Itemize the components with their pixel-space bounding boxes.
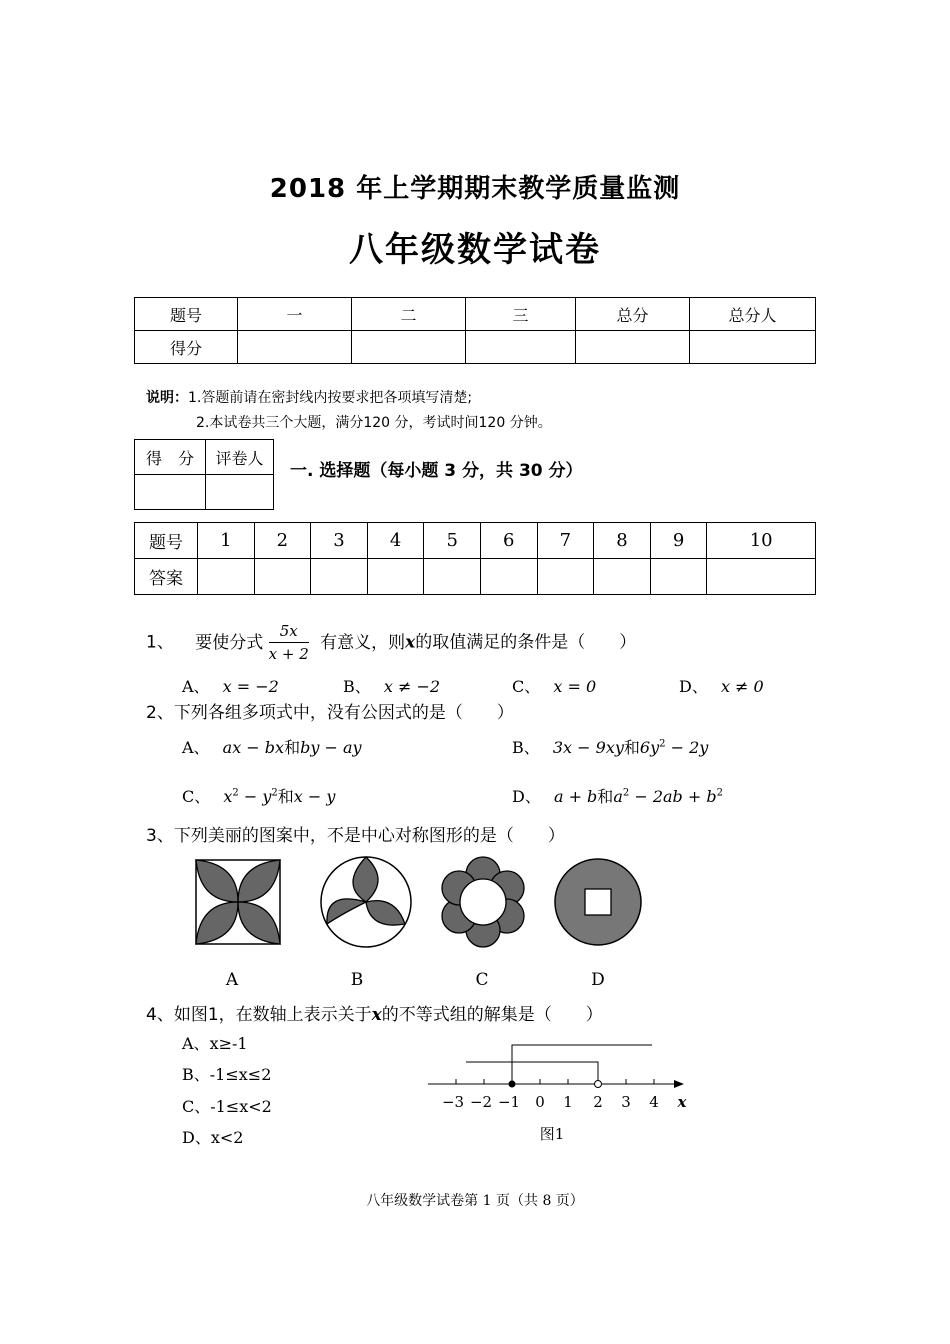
option-label: A、 (182, 677, 210, 696)
figure-label-b: B (350, 970, 364, 990)
figure-a-petal-square[interactable] (196, 860, 280, 944)
q2-option-d[interactable] (512, 784, 723, 807)
answer-blank[interactable] (254, 559, 311, 595)
fraction-denominator: x + 2 (268, 645, 309, 663)
grader-name-blank[interactable] (206, 475, 274, 510)
option-and: 和 (623, 738, 640, 757)
question-1 (146, 622, 636, 663)
figure-d-coin[interactable] (555, 859, 641, 945)
score-cell-total: 总分 (576, 298, 690, 331)
option-expr: 3x − 9xy (552, 738, 624, 757)
number-line-figure (420, 1035, 700, 1145)
figure-b-three-petal-circle[interactable] (321, 857, 411, 947)
answer-number: 4 (367, 523, 424, 559)
axis-arrow-icon (674, 1080, 684, 1088)
q1-option-b[interactable] (343, 674, 440, 697)
answer-blank[interactable] (424, 559, 481, 595)
exam-header-title: 2018 年上学期期末教学质量监测 (269, 174, 681, 204)
answer-number: 5 (424, 523, 481, 559)
answer-blank[interactable] (650, 559, 707, 595)
score-table (134, 297, 816, 364)
grader-score-label: 得 分 (135, 440, 206, 475)
option-expr: − 2y (665, 738, 709, 757)
score-cell-section1: 一 (238, 298, 352, 331)
score-cell-section3: 三 (466, 298, 576, 331)
q2-option-b[interactable] (512, 735, 708, 758)
exponent: 2 (271, 787, 278, 799)
score-cell-label: 题号 (135, 298, 238, 331)
axis-variable: x (677, 1093, 687, 1111)
question-4-post: 的不等式组的解集是（ ） (381, 1005, 603, 1025)
tick-label: −1 (497, 1093, 521, 1111)
answer-table-header-row (135, 523, 816, 559)
solid-point-icon (509, 1081, 516, 1088)
instructions (146, 387, 472, 407)
option-label: B、 (512, 738, 540, 757)
answer-table (134, 522, 816, 595)
option-expr: x (223, 787, 233, 806)
option-expr: x ≠ 0 (720, 677, 764, 696)
figure-caption: 图1 (539, 1125, 565, 1143)
grader-box (134, 439, 274, 510)
score-cell-total-grader: 总分人 (690, 298, 816, 331)
option-expr: by − ay (300, 738, 362, 757)
tick-label: −2 (469, 1093, 493, 1111)
question-3: 3、下列美丽的图案中，不是中心对称图形的是（ ） (146, 826, 565, 846)
figure-label-a: A (225, 970, 239, 990)
answer-number: 3 (311, 523, 368, 559)
question-1-post1: 有意义，则 (320, 632, 406, 653)
option-and: 和 (597, 787, 614, 806)
option-label: C、 (182, 1097, 211, 1116)
q1-option-d[interactable] (679, 674, 764, 697)
answer-blank[interactable] (367, 559, 424, 595)
option-label: B、 (182, 1065, 210, 1084)
option-and: 和 (277, 787, 294, 806)
option-expr: ax − bx (222, 738, 285, 757)
tick-label: 1 (563, 1093, 573, 1111)
tick-label: 2 (593, 1093, 603, 1111)
question-4-pre: 4、如图1，在数轴上表示关于 (146, 1005, 372, 1025)
option-label: D、 (182, 1128, 211, 1147)
answer-number: 7 (537, 523, 594, 559)
grader-name-label: 评卷人 (206, 440, 274, 475)
option-expr: 6y (639, 738, 660, 757)
tick-label: 0 (535, 1093, 545, 1111)
option-expr: x ≠ −2 (383, 677, 441, 696)
question-1-post2: 的取值满足的条件是（ ） (415, 632, 637, 653)
exponent: 2 (659, 738, 666, 750)
option-expr: x≥-1 (209, 1034, 248, 1053)
score-row-label: 得分 (135, 331, 238, 364)
answer-blank[interactable] (198, 559, 255, 595)
score-blank[interactable] (238, 331, 352, 364)
q1-option-a[interactable] (182, 674, 279, 697)
option-expr: -1≤x<2 (210, 1097, 272, 1116)
question-2: 2、下列各组多项式中，没有公因式的是（ ） (146, 703, 514, 723)
question-4 (146, 1000, 603, 1025)
hollow-point-icon (595, 1081, 602, 1088)
solution-ray-lower (466, 1062, 598, 1084)
figure-label-c: C (475, 970, 489, 990)
exponent: 2 (232, 787, 239, 799)
solution-ray-upper (512, 1045, 652, 1084)
score-blank[interactable] (352, 331, 466, 364)
score-blank[interactable] (690, 331, 816, 364)
answer-blank[interactable] (594, 559, 651, 595)
instructions-line2: 2.本试卷共三个大题，满分120 分，考试时间120 分钟。 (196, 415, 552, 431)
score-cell-section2: 二 (352, 298, 466, 331)
q2-option-a[interactable] (182, 735, 362, 758)
option-expr: a (613, 787, 623, 806)
score-blank[interactable] (466, 331, 576, 364)
option-expr: − 2ab + b (629, 787, 717, 806)
instructions-label: 说明： (146, 390, 188, 406)
score-table-header-row (135, 298, 816, 331)
answer-blank[interactable] (480, 559, 537, 595)
answer-number: 6 (480, 523, 537, 559)
option-label: B、 (343, 677, 371, 696)
question-1-var: x (405, 632, 416, 653)
answer-blank[interactable] (311, 559, 368, 595)
option-label: A、 (182, 1034, 210, 1053)
option-label: D、 (512, 787, 541, 806)
answer-number: 2 (254, 523, 311, 559)
page-footer: 八年级数学试卷第 1 页（共 8 页） (366, 1193, 584, 1209)
option-expr: x − y (293, 787, 336, 806)
exponent: 2 (716, 787, 723, 799)
q4-option-d[interactable] (182, 1125, 243, 1148)
section-1-title: 一. 选择题（每小题 3 分，共 30 分） (290, 461, 583, 481)
tick-label: 3 (621, 1093, 631, 1111)
option-label: C、 (182, 787, 211, 806)
score-table-score-row (135, 331, 816, 364)
question-1-fraction (269, 622, 309, 663)
answer-table-answer-row (135, 559, 816, 595)
figure-c-flower[interactable] (442, 857, 524, 947)
option-expr: -1≤x≤2 (209, 1065, 272, 1084)
question-1-number: 1、 (146, 632, 174, 653)
question-1-pre: 要使分式 (195, 632, 264, 653)
option-expr: a + b (553, 787, 598, 806)
exam-subtitle: 八年级数学试卷 (349, 230, 601, 270)
answer-blank[interactable] (707, 559, 816, 595)
q4-option-c[interactable] (182, 1094, 272, 1117)
answer-number: 9 (650, 523, 707, 559)
answer-table-label: 题号 (135, 523, 198, 559)
q4-option-b[interactable] (182, 1062, 271, 1085)
grader-score-blank[interactable] (135, 475, 206, 510)
option-label: D、 (679, 677, 708, 696)
option-label: C、 (512, 677, 541, 696)
exponent: 2 (622, 787, 630, 799)
q4-option-a[interactable] (182, 1031, 248, 1054)
option-and: 和 (284, 738, 301, 757)
figure-label-d: D (591, 970, 605, 990)
score-blank[interactable] (576, 331, 690, 364)
option-expr: − y (238, 787, 272, 806)
tick-label: −3 (441, 1093, 465, 1111)
option-expr: x<2 (210, 1128, 244, 1147)
answer-number: 8 (594, 523, 651, 559)
q2-option-c[interactable] (182, 784, 335, 807)
option-expr: x = −2 (222, 677, 279, 696)
q1-option-c[interactable] (512, 674, 596, 697)
question-4-var: x (371, 1005, 382, 1025)
answer-number: 10 (707, 523, 816, 559)
option-expr: x = 0 (553, 677, 597, 696)
answer-row-label: 答案 (135, 559, 198, 595)
tick-label: 4 (649, 1093, 659, 1111)
option-label: A、 (182, 738, 210, 757)
q3-figures (190, 855, 650, 950)
answer-number: 1 (198, 523, 255, 559)
fraction-numerator: 5x (269, 622, 309, 643)
instructions-line1: 1.答题前请在密封线内按要求把各项填写清楚; (188, 390, 473, 406)
answer-blank[interactable] (537, 559, 594, 595)
